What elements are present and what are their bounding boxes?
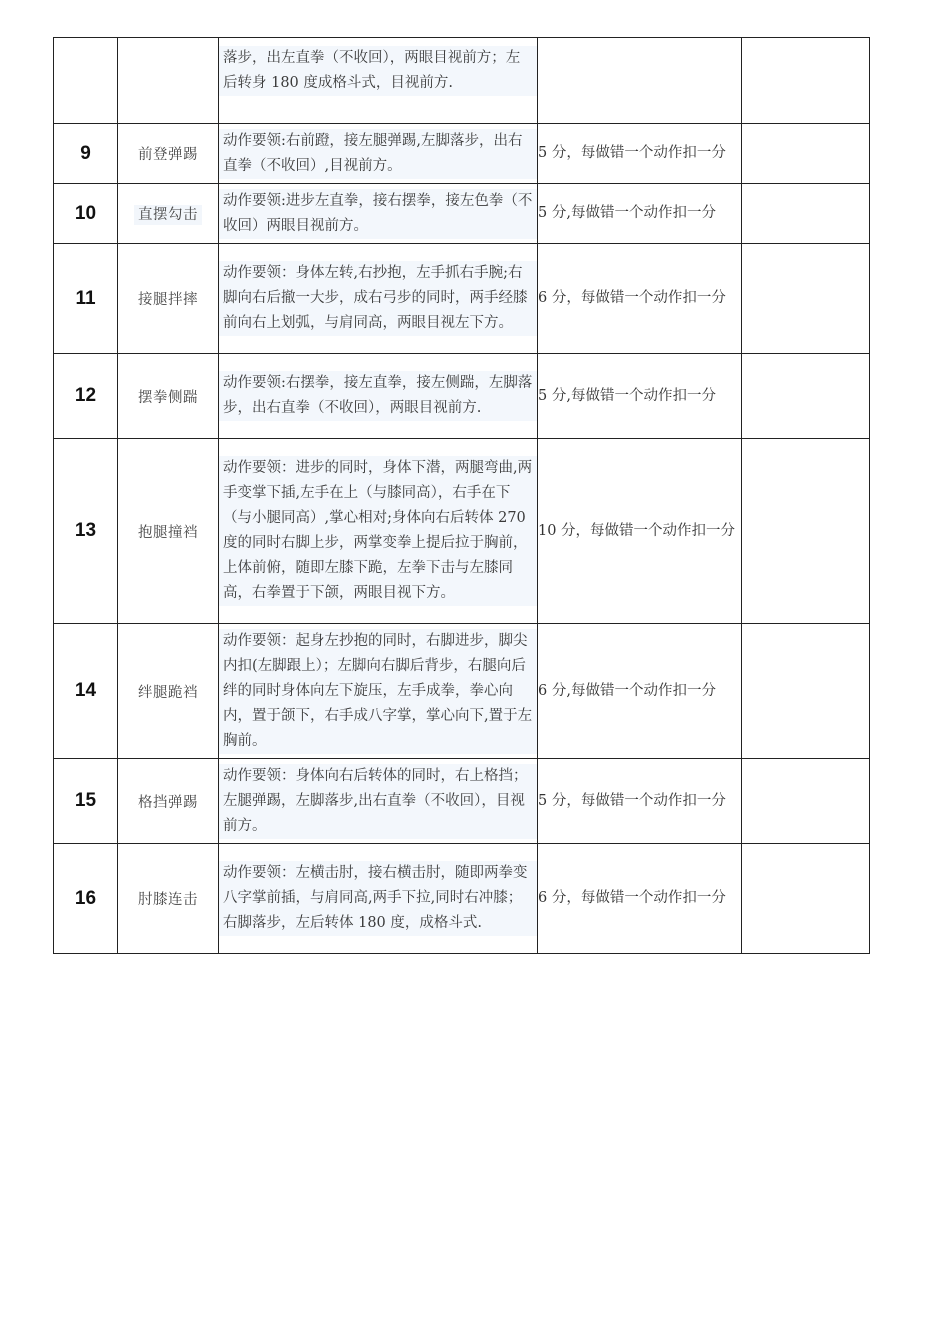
move-description: 动作要领：进步的同时，身体下潜，两腿弯曲,两手变掌下插,左手在上（与膝同高），右手在下（与小腿同高）,掌心相对;身体向右后转体 270 度的同时右脚上步，两掌变拳上提后拉于胸前，上体前俯，随即左膝下跪，左拳下击与左膝同高，右拳置于下颌，两眼目视下方。 <box>219 456 537 606</box>
score-rule: 5 分，每做错一个动作扣一分 <box>538 759 742 844</box>
table-row <box>54 124 870 184</box>
blank-cell <box>742 439 870 624</box>
row-number: 15 <box>54 759 118 844</box>
row-number: 10 <box>54 184 118 244</box>
move-name: 前登弹踢 <box>118 124 219 184</box>
move-description: 动作要领:进步左直拳，接右摆拳，接左色拳（不收回）两眼目视前方。 <box>219 189 537 239</box>
move-name: 摆拳侧踹 <box>118 354 219 439</box>
score-rule: 6 分，每做错一个动作扣一分 <box>538 244 742 354</box>
blank-cell <box>742 38 870 124</box>
move-name <box>118 38 219 124</box>
row-number: 16 <box>54 844 118 954</box>
description-cell <box>219 184 538 244</box>
move-description: 动作要领：起身左抄抱的同时，右脚进步，脚尖内扣(左脚跟上）；左脚向右脚后背步，右腿向后绊的同时身体向左下旋压，左手成拳，拳心向内，置于颌下，右手成八字掌，掌心向下,置于左胸前。 <box>219 629 537 754</box>
score-rule: 5 分,每做错一个动作扣一分 <box>538 184 742 244</box>
move-description: 动作要领:右前蹬，接左腿弹踢,左脚落步，出右直拳（不收回）,目视前方。 <box>219 129 537 179</box>
scoring-table <box>53 37 870 954</box>
score-rule <box>538 38 742 124</box>
row-number: 14 <box>54 624 118 759</box>
score-rule: 6 分,每做错一个动作扣一分 <box>538 624 742 759</box>
move-description: 动作要领：身体左转,右抄抱，左手抓右手腕;右脚向右后撤一大步，成右弓步的同时，两手经膝前向右上划弧，与肩同高，两眼目视左下方。 <box>219 261 537 336</box>
row-number: 9 <box>54 124 118 184</box>
description-cell <box>219 624 538 759</box>
blank-cell <box>742 624 870 759</box>
move-description: 动作要领：身体向右后转体的同时，右上格挡；左腿弹踢，左脚落步,出右直拳（不收回），目视前方。 <box>219 764 537 839</box>
move-name: 直摆勾击 <box>134 205 202 225</box>
score-rule: 10 分，每做错一个动作扣一分 <box>538 439 742 624</box>
table-row <box>54 624 870 759</box>
description-cell <box>219 439 538 624</box>
move-description: 动作要领：左横击肘，接右横击肘，随即两拳变八字掌前插，与肩同高,两手下拉,同时右冲膝；右脚落步，左后转体 180 度，成格斗式. <box>219 861 537 936</box>
blank-cell <box>742 184 870 244</box>
move-name: 肘膝连击 <box>118 844 219 954</box>
table-row <box>54 38 870 124</box>
description-cell <box>219 244 538 354</box>
blank-cell <box>742 759 870 844</box>
score-rule: 5 分，每做错一个动作扣一分 <box>538 124 742 184</box>
table-row <box>54 439 870 624</box>
description-cell <box>219 759 538 844</box>
blank-cell <box>742 844 870 954</box>
move-description: 落步，出左直拳（不收回），两眼目视前方；左后转身 180 度成格斗式，目视前方. <box>219 46 537 96</box>
description-cell <box>219 38 538 124</box>
table-row <box>54 844 870 954</box>
move-name: 接腿拌摔 <box>118 244 219 354</box>
score-rule: 5 分,每做错一个动作扣一分 <box>538 354 742 439</box>
row-number: 13 <box>54 439 118 624</box>
description-cell <box>219 124 538 184</box>
table-row <box>54 759 870 844</box>
table-row <box>54 184 870 244</box>
move-name: 绊腿跪裆 <box>118 624 219 759</box>
blank-cell <box>742 354 870 439</box>
row-number: 11 <box>54 244 118 354</box>
row-number: 12 <box>54 354 118 439</box>
move-description: 动作要领:右摆拳，接左直拳，接左侧踹，左脚落步，出右直拳（不收回），两眼目视前方. <box>219 371 537 421</box>
move-name: 抱腿撞裆 <box>118 439 219 624</box>
table-row <box>54 244 870 354</box>
move-name-cell <box>118 184 219 244</box>
description-cell <box>219 354 538 439</box>
row-number <box>54 38 118 124</box>
blank-cell <box>742 244 870 354</box>
blank-cell <box>742 124 870 184</box>
description-cell <box>219 844 538 954</box>
score-rule: 6 分，每做错一个动作扣一分 <box>538 844 742 954</box>
table-row <box>54 354 870 439</box>
move-name: 格挡弹踢 <box>118 759 219 844</box>
